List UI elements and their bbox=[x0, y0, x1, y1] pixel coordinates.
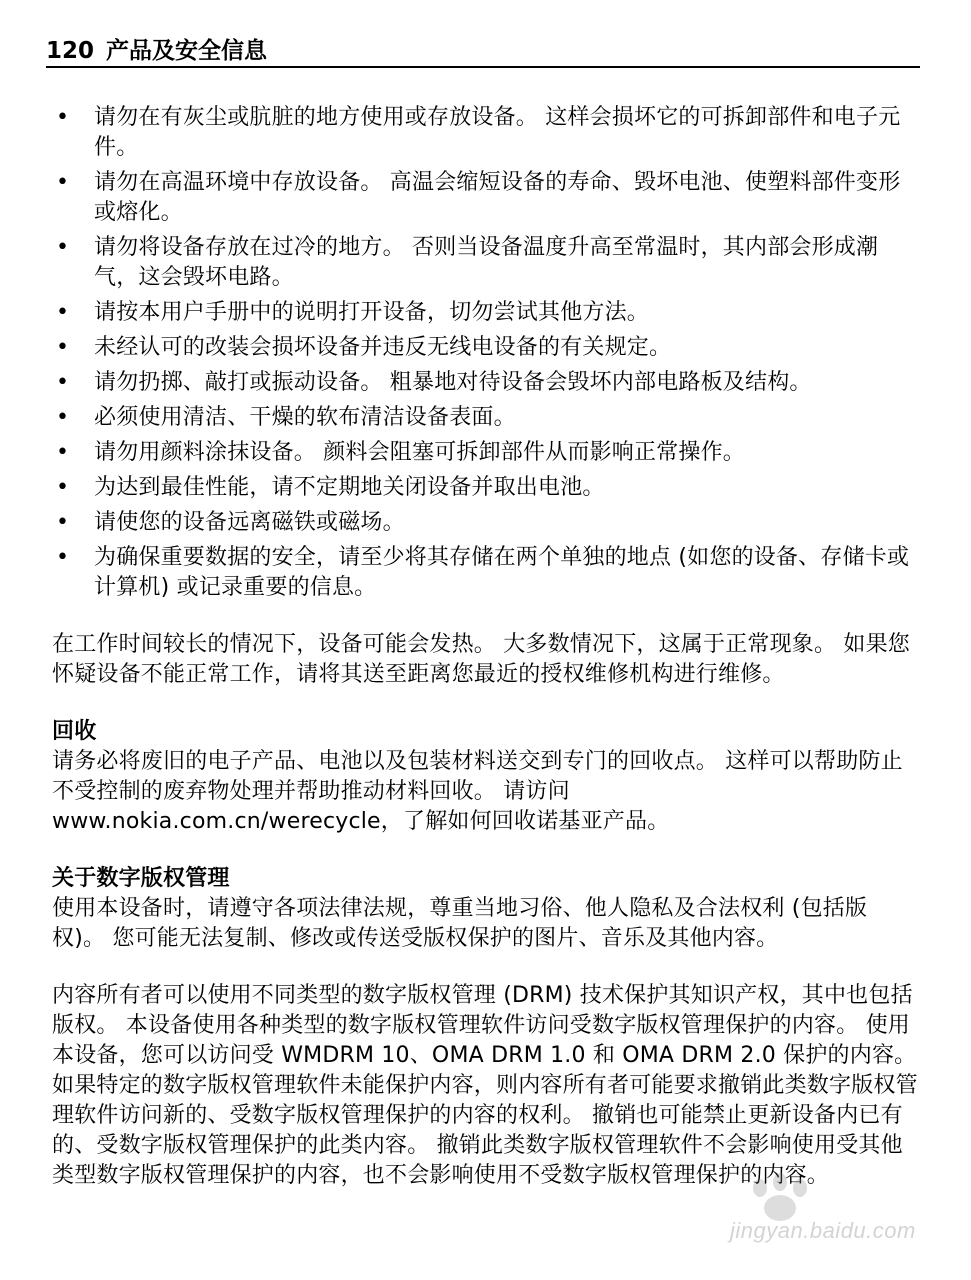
list-item-text: 为确保重要数据的安全，请至少将其存储在两个单独的地点 (如您的设备、存储卡或计算机) 或记录重要的信息。 bbox=[94, 545, 910, 600]
list-item bbox=[52, 168, 920, 228]
bullet-icon: • bbox=[56, 105, 70, 130]
list-item-text: 未经认可的改装会损坏设备并违反无线电设备的有关规定。 bbox=[94, 335, 672, 360]
list-item-text: 必须使用清洁、干燥的软布清洁设备表面。 bbox=[94, 405, 516, 430]
bullet-icon: • bbox=[56, 335, 70, 360]
list-item-text: 请勿在有灰尘或肮脏的地方使用或存放设备。 这样会损坏它的可拆卸部件和电子元件。 bbox=[94, 105, 901, 160]
list-item bbox=[52, 103, 920, 163]
list-item-text: 请勿在高温环境中存放设备。 高温会缩短设备的寿命、毁坏电池、使塑料部件变形或熔化。 bbox=[94, 170, 901, 225]
bullet-icon: • bbox=[56, 235, 70, 260]
bullet-icon: • bbox=[56, 370, 70, 395]
page-content bbox=[52, 103, 920, 1191]
list-item-text: 请勿用颜料涂抹设备。 颜料会阻塞可拆卸部件从而影响正常操作。 bbox=[94, 440, 745, 465]
list-item-text: 请勿扔掷、敲打或振动设备。 粗暴地对待设备会毁坏内部电路板及结构。 bbox=[94, 370, 812, 395]
bullet-icon: • bbox=[56, 440, 70, 465]
bullet-icon: • bbox=[56, 545, 70, 570]
care-instructions-list bbox=[52, 103, 920, 603]
page-number: 120 bbox=[46, 38, 95, 64]
recycle-heading: 回收 bbox=[52, 719, 97, 744]
bullet-icon: • bbox=[56, 170, 70, 195]
list-item bbox=[52, 298, 920, 328]
list-item bbox=[52, 233, 920, 293]
section-header-title: 产品及安全信息 bbox=[106, 38, 268, 64]
bullet-icon: • bbox=[56, 475, 70, 500]
list-item-text: 请使您的设备远离磁铁或磁场。 bbox=[94, 510, 405, 535]
list-item-text: 为达到最佳性能，请不定期地关闭设备并取出电池。 bbox=[94, 475, 605, 500]
list-item bbox=[52, 333, 920, 363]
bullet-icon: • bbox=[56, 510, 70, 535]
page-header bbox=[46, 32, 920, 68]
drm-heading: 关于数字版权管理 bbox=[52, 866, 230, 891]
list-item-text: 请勿将设备存放在过冷的地方。 否则当设备温度升高至常温时，其内部会形成潮气，这会毁坏电路。 bbox=[94, 235, 879, 290]
list-item bbox=[52, 368, 920, 398]
drm-paragraph-1: 使用本设备时，请遵守各项法律法规，尊重当地习俗、他人隐私及合法权利 (包括版权)。 您可能无法复制、修改或传送受版权保护的图片、音乐及其他内容。 bbox=[52, 896, 868, 951]
list-item bbox=[52, 438, 920, 468]
bullet-icon: • bbox=[56, 405, 70, 430]
bullet-icon: • bbox=[56, 300, 70, 325]
recycle-paragraph: 请务必将废旧的电子产品、电池以及包装材料送交到专门的回收点。 这样可以帮助防止不受控制的废弃物处理并帮助推动材料回收。 请访问 www.nokia.com.cn/werecycle，了解如何回收诺基亚产品。 bbox=[52, 749, 903, 834]
list-item bbox=[52, 508, 920, 538]
watermark-text: jingyan.baidu.com bbox=[730, 1218, 916, 1243]
list-item bbox=[52, 473, 920, 503]
list-item bbox=[52, 543, 920, 603]
heat-paragraph: 在工作时间较长的情况下，设备可能会发热。 大多数情况下，这属于正常现象。 如果您怀疑设备不能正常工作，请将其送至距离您最近的授权维修机构进行维修。 bbox=[52, 632, 910, 687]
list-item-text: 请按本用户手册中的说明打开设备，切勿尝试其他方法。 bbox=[94, 300, 650, 325]
list-item bbox=[52, 403, 920, 433]
drm-paragraph-2: 内容所有者可以使用不同类型的数字版权管理 (DRM) 技术保护其知识产权，其中也包括版权。 本设备使用各种类型的数字版权管理软件访问受数字版权管理保护的内容。 使用本设备，您可以访问受 WMDRM 10、OMA DRM 1.0 和 OMA DRM 2.0 保护的内容。 如果特定的数字版权管理软件未能保护内容，则内容所有者可能要求撤销此类数字版权管理软件访问新的、受数字版权管理保护的内容的权利。 撤销也可能禁止更新设备内已有的、受数字版权管理保护的此类内容。 撤销此类数字版权管理软件不会影响使用受其他类型数字版权管理保护的内容，也不会影响使用不受数字版权管理保护的内容。 bbox=[52, 983, 918, 1188]
